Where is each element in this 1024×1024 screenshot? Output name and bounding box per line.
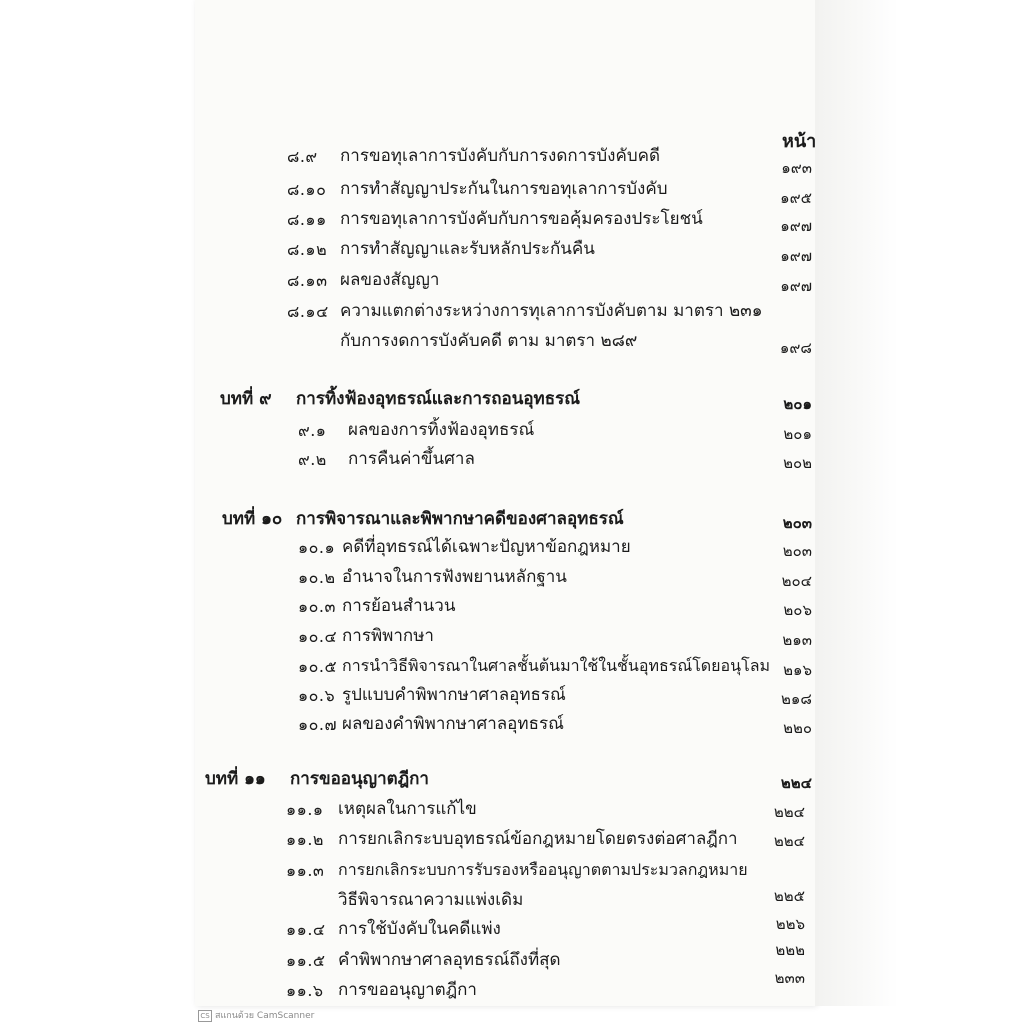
toc-entry-title: การขอทุเลาการบังคับกับการขอคุ้มครองประโยชน์: [340, 209, 703, 229]
toc-entry-title: วิธีพิจารณาความแพ่งเดิม: [338, 890, 524, 910]
toc-entry-page: ๒๑๓: [782, 631, 812, 649]
toc-entry-number: ๙.๒: [298, 450, 327, 469]
toc-entry-page: ๒๑๘: [781, 690, 812, 708]
chapter-page: ๒๒๔: [780, 774, 812, 792]
toc-entry-number: ๘.๑๔: [287, 302, 329, 321]
page-margin: [815, 0, 1024, 1006]
toc-entry-number: ๘.๑๐: [287, 180, 327, 199]
chapter-page: ๒๐๓: [782, 514, 812, 532]
toc-entry-title: คำพิพากษาศาลอุทธรณ์ถึงที่สุด: [338, 950, 561, 970]
chapter-label: บทที่ ๙: [220, 389, 272, 409]
toc-entry-title: ผลของการทิ้งฟ้องอุทธรณ์: [348, 420, 535, 440]
watermark-text: สแกนด้วย CamScanner: [215, 1011, 315, 1021]
toc-entry-page: ๒๒๔: [773, 832, 805, 850]
toc-entry-title: ผลของสัญญา: [340, 270, 440, 290]
camscanner-logo-icon: CS: [198, 1010, 212, 1022]
toc-entry-title: การยกเลิกระบบการรับรองหรืออนุญาตตามประมวลกฎหมาย: [338, 860, 748, 879]
toc-entry-page: ๒๒๕: [773, 887, 805, 905]
chapter-label: บทที่ ๑๑: [205, 769, 266, 789]
toc-entry-page: ๑๙๘: [779, 339, 812, 357]
toc-entry-title: รูปแบบคำพิพากษาศาลอุทธรณ์: [342, 685, 566, 705]
toc-entry-title: การใช้บังคับในคดีแพ่ง: [338, 919, 501, 939]
toc-entry-page: ๒๒๔: [773, 803, 805, 821]
toc-entry-title: ความแตกต่างระหว่างการทุเลาการบังคับตาม มาตรา ๒๓๑: [340, 301, 763, 321]
chapter-label: บทที่ ๑๐: [222, 509, 283, 529]
toc-entry-title: การนำวิธีพิจารณาในศาลชั้นต้นมาใช้ในชั้นอุทธรณ์โดยอนุโลม: [342, 656, 771, 675]
toc-entry-page: ๑๙๕: [780, 189, 812, 207]
toc-entry-title: กับการงดการบังคับคดี ตาม มาตรา ๒๘๙: [340, 331, 638, 351]
chapter-title: การทิ้งฟ้องอุทธรณ์และการถอนอุทธรณ์: [296, 389, 581, 409]
toc-entry-number: ๑๐.๖: [298, 686, 336, 705]
chapter-title: การพิจารณาและพิพากษาคดีของศาลอุทธรณ์: [296, 509, 624, 529]
toc-entry-title: การพิพากษา: [342, 626, 434, 646]
toc-entry-page: ๒๒๒: [775, 941, 805, 959]
toc-entry-number: ๑๐.๕: [298, 657, 338, 676]
toc-entry-number: ๑๐.๓: [298, 597, 336, 616]
toc-entry-number: ๑๑.๔: [286, 920, 326, 939]
toc-entry-page: ๒๐๔: [781, 572, 812, 590]
scanner-watermark: [198, 1008, 314, 1022]
toc-entry-page: ๒๓๓: [774, 969, 805, 987]
toc-entry-page: ๒๐๓: [782, 542, 812, 560]
chapter-page: ๒๐๑: [783, 395, 812, 413]
toc-entry-number: ๑๐.๒: [298, 568, 336, 587]
toc-entry-number: ๘.๑๑: [287, 210, 327, 229]
toc-entry-title: เหตุผลในการแก้ไข: [338, 799, 477, 819]
toc-entry-title: การทำสัญญาและรับหลักประกันคืน: [340, 239, 595, 259]
toc-entry-page: ๒๑๖: [783, 661, 812, 679]
toc-entry-number: ๘.๑๒: [287, 240, 328, 259]
toc-entry-number: ๑๐.๔: [298, 627, 338, 646]
toc-entry-title: การทำสัญญาประกันในการขอทุเลาการบังคับ: [340, 179, 668, 199]
toc-entry-page: ๑๙๗: [780, 247, 812, 265]
toc-entry-page: ๑๙๗: [780, 277, 812, 295]
toc-entry-number: ๑๑.๖: [286, 981, 324, 1000]
toc-entry-number: ๘.๙: [287, 147, 318, 166]
toc-entry-title: การคืนค่าขึ้นศาล: [348, 449, 475, 469]
toc-entry-number: ๙.๑: [298, 421, 327, 440]
toc-entry-title: ผลของคำพิพากษาศาลอุทธรณ์: [342, 714, 564, 734]
toc-entry-title: การขออนุญาตฎีกา: [338, 980, 477, 1000]
toc-entry-page: ๒๐๒: [783, 454, 812, 472]
toc-entry-number: ๑๑.๒: [286, 830, 324, 849]
toc-entry-number: ๑๑.๑: [286, 800, 324, 819]
toc-entry-page: ๑๙๗: [780, 217, 812, 235]
toc-entry-number: ๑๐.๗: [298, 715, 338, 734]
toc-entry-page: ๒๐๖: [783, 601, 812, 619]
toc-entry-title: คดีที่อุทธรณ์ได้เฉพาะปัญหาข้อกฎหมาย: [342, 537, 631, 557]
page-column-header: หน้า: [782, 131, 817, 152]
toc-entry-page: ๒๒๖: [775, 915, 805, 933]
toc-entry-title: การยกเลิกระบบอุทธรณ์ข้อกฎหมายโดยตรงต่อศาลฎีกา: [338, 829, 738, 849]
toc-entry-title: การย้อนสำนวน: [342, 596, 456, 616]
toc-entry-number: ๘.๑๓: [287, 271, 328, 290]
toc-entry-title: การขอทุเลาการบังคับกับการงดการบังคับคดี: [340, 146, 661, 166]
toc-entry-number: ๑๐.๑: [298, 538, 336, 557]
toc-entry-page: ๑๙๓: [781, 159, 812, 177]
toc-entry-page: ๒๒๐: [783, 719, 812, 737]
toc-entry-number: ๑๑.๕: [286, 951, 326, 970]
toc-entry-number: ๑๑.๓: [286, 861, 325, 880]
toc-entry-title: อำนาจในการฟังพยานหลักฐาน: [342, 567, 567, 587]
toc-entry-page: ๒๐๑: [783, 425, 812, 443]
chapter-title: การขออนุญาตฎีกา: [290, 769, 429, 789]
